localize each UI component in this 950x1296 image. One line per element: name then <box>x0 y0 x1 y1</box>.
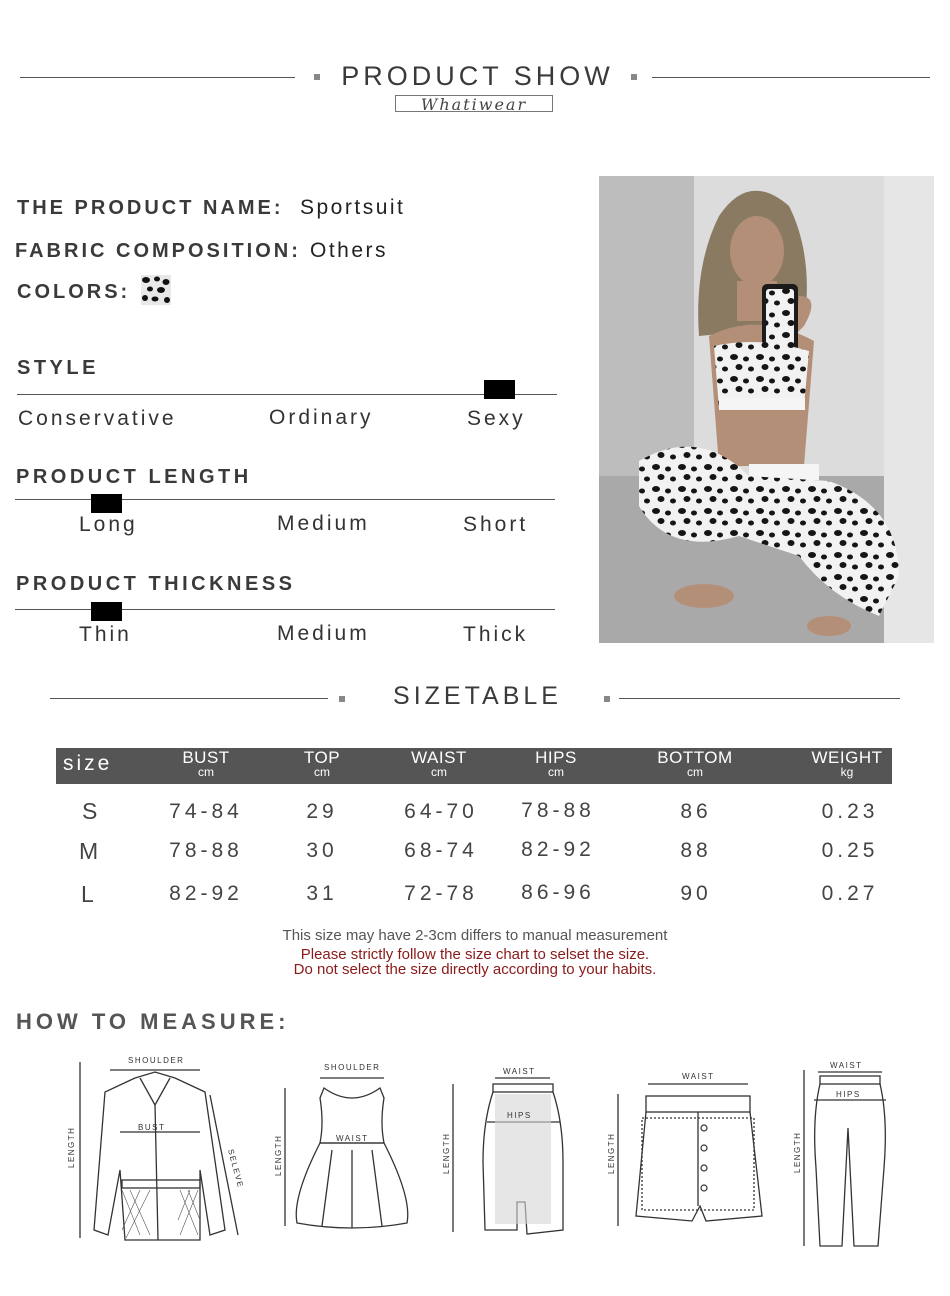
header-left-square <box>314 74 320 80</box>
thickness-marker <box>91 602 122 621</box>
header-hips: HIPS cm <box>535 748 577 779</box>
jacket-bust-label: BUST <box>138 1123 166 1132</box>
size-warning <box>0 947 950 977</box>
style-marker <box>484 380 515 399</box>
row-m-bust: 78-88 <box>169 839 243 862</box>
row-l-top: 31 <box>306 882 338 905</box>
how-to-measure-title: HOW TO MEASURE: <box>16 1009 290 1034</box>
row-s-bottom: 86 <box>680 800 712 823</box>
length-option-long: Long <box>79 513 138 536</box>
row-m-weight: 0.25 <box>821 839 879 862</box>
skirt-diagram <box>435 1062 575 1242</box>
product-name-label: THE PRODUCT NAME: <box>17 197 284 219</box>
page-title: PRODUCT SHOW <box>341 61 614 91</box>
product-name-value: Sportsuit <box>300 196 406 219</box>
pants-length-label: LENGTH <box>793 1131 802 1173</box>
skirt-waist-label: WAIST <box>503 1067 536 1076</box>
row-m-hips: 82-92 <box>521 838 595 861</box>
length-label: PRODUCT LENGTH <box>16 466 252 488</box>
pants-diagram <box>790 1058 900 1253</box>
sizetable-title: SIZETABLE <box>393 682 562 710</box>
style-option-ordinary: Ordinary <box>269 406 374 429</box>
pants-waist-label: WAIST <box>830 1061 863 1070</box>
shorts-diagram <box>600 1066 780 1236</box>
header-right-rule <box>652 77 930 78</box>
header-left-rule <box>20 77 295 78</box>
row-l-bottom: 90 <box>680 882 712 905</box>
product-photo <box>599 176 934 643</box>
jacket-sleeve-label: SELEVE <box>226 1148 246 1190</box>
style-scale-line <box>17 394 557 395</box>
row-m-top: 30 <box>306 839 338 862</box>
style-label: STYLE <box>17 357 99 379</box>
row-l-size: L <box>81 881 94 907</box>
fabric-label: FABRIC COMPOSITION: <box>15 240 301 262</box>
row-l-waist: 72-78 <box>404 882 478 905</box>
thickness-option-medium: Medium <box>277 622 370 645</box>
header-waist: WAIST cm <box>411 748 467 779</box>
header-bottom: BOTTOM cm <box>657 748 733 779</box>
sizetable-right-square <box>604 696 610 702</box>
row-m-waist: 68-74 <box>404 839 478 862</box>
row-s-waist: 64-70 <box>404 800 478 823</box>
row-s-hips: 78-88 <box>521 799 595 822</box>
header-bust: BUST cm <box>182 748 230 779</box>
length-option-short: Short <box>463 513 529 536</box>
jacket-length-label: LENGTH <box>67 1126 76 1168</box>
sizetable-left-rule <box>50 698 328 699</box>
dress-length-label: LENGTH <box>274 1134 283 1176</box>
row-m-size: M <box>79 838 99 864</box>
thickness-label: PRODUCT THICKNESS <box>16 573 296 595</box>
row-l-hips: 86-96 <box>521 881 595 904</box>
dress-waist-label: WAIST <box>336 1134 369 1143</box>
size-warning-line2: Do not select the size directly according to your habits. <box>293 961 657 978</box>
dress-shoulder-label: SHOULDER <box>324 1063 381 1072</box>
row-s-top: 29 <box>306 800 338 823</box>
brand-label: Whatiwear <box>395 95 553 112</box>
skirt-length-label: LENGTH <box>442 1132 451 1174</box>
leopard-swatch-icon[interactable] <box>141 275 171 305</box>
length-marker <box>91 494 122 513</box>
style-option-conservative: Conservative <box>18 407 177 430</box>
row-m-bottom: 88 <box>680 839 712 862</box>
fabric-value: Others <box>310 239 389 262</box>
row-s-size: S <box>82 798 98 824</box>
shorts-length-label: LENGTH <box>607 1132 616 1174</box>
header-size: size <box>63 752 113 775</box>
sizetable-right-rule <box>619 698 900 699</box>
row-s-bust: 74-84 <box>169 800 243 823</box>
size-warning-line1: Please strictly follow the size chart to selset the size. <box>300 946 650 963</box>
style-option-sexy: Sexy <box>467 407 526 430</box>
jacket-diagram <box>60 1050 250 1250</box>
skirt-hips-label: HIPS <box>507 1111 532 1120</box>
size-table-header <box>56 748 892 784</box>
length-option-medium: Medium <box>277 512 370 535</box>
row-s-weight: 0.23 <box>821 800 879 823</box>
header-top: TOP cm <box>303 748 341 779</box>
size-note: This size may have 2-3cm differs to manual measurement <box>282 927 668 944</box>
thickness-option-thick: Thick <box>463 623 529 646</box>
header-weight: WEIGHT kg <box>811 748 883 779</box>
pants-hips-label: HIPS <box>836 1090 861 1099</box>
shorts-waist-label: WAIST <box>682 1072 715 1081</box>
row-l-weight: 0.27 <box>821 882 879 905</box>
dress-diagram <box>272 1058 417 1238</box>
jacket-shoulder-label: SHOULDER <box>128 1056 185 1065</box>
row-l-bust: 82-92 <box>169 882 243 905</box>
thickness-option-thin: Thin <box>79 623 132 646</box>
header-right-square <box>631 74 637 80</box>
colors-label: COLORS: <box>17 281 131 303</box>
